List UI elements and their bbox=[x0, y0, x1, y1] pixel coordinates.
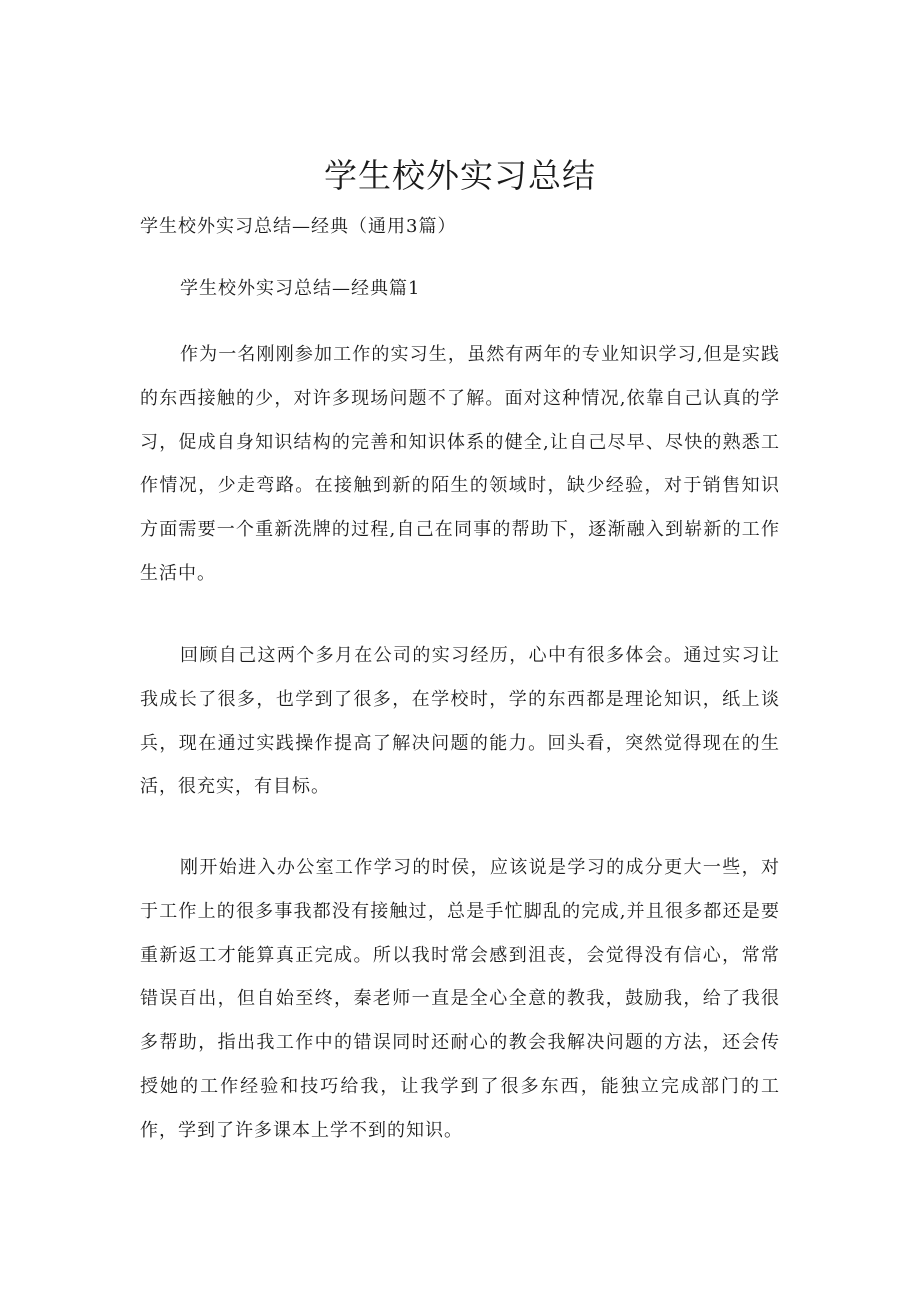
body-paragraph: 刚开始进入办公室工作学习的时侯，应该说是学习的成分更大一些，对于工作上的很多事我都没有接触过，总是手忙脚乱的完成,并且很多都还是要重新返工才能算真正完成。所以我时常会感到沮丧，会觉得没有信心，常常错误百出，但自始至终，秦老师一直是全心全意的教我，鼓励我，给了我很多帮助，指出我工作中的错误同时还耐心的教会我解决问题的方法，还会传授她的工作经验和技巧给我，让我学到了很多东西，能独立完成部门的工作，学到了许多课本上学不到的知识。 bbox=[140, 857, 780, 1141]
section-heading: 学生校外实习总结—经典篇1 bbox=[180, 278, 421, 299]
body-paragraph: 回顾自己这两个多月在公司的实习经历，心中有很多体会。通过实习让我成长了很多，也学到了很多，在学校时，学的东西都是理论知识，纸上谈兵，现在通过实践操作提高了解决问题的能力。回头看，突然觉得现在的生活，很充实，有目标。 bbox=[140, 645, 780, 798]
document-title: 学生校外实习总结 bbox=[324, 156, 596, 195]
document-subtitle: 学生校外实习总结—经典（通用3篇） bbox=[140, 216, 457, 237]
body-paragraph: 作为一名刚刚参加工作的实习生，虽然有两年的专业知识学习,但是实践的东西接触的少，对许多现场问题不了解。面对这种情况,依靠自己认真的学习，促成自身知识结构的完善和知识体系的健全,让自己尽早、尽快的熟悉工作情况，少走弯路。在接触到新的陌生的领域时，缺少经验，对于销售知识方面需要一个重新洗牌的过程,自己在同事的帮助下，逐渐融入到崭新的工作生活中。 bbox=[140, 344, 780, 584]
